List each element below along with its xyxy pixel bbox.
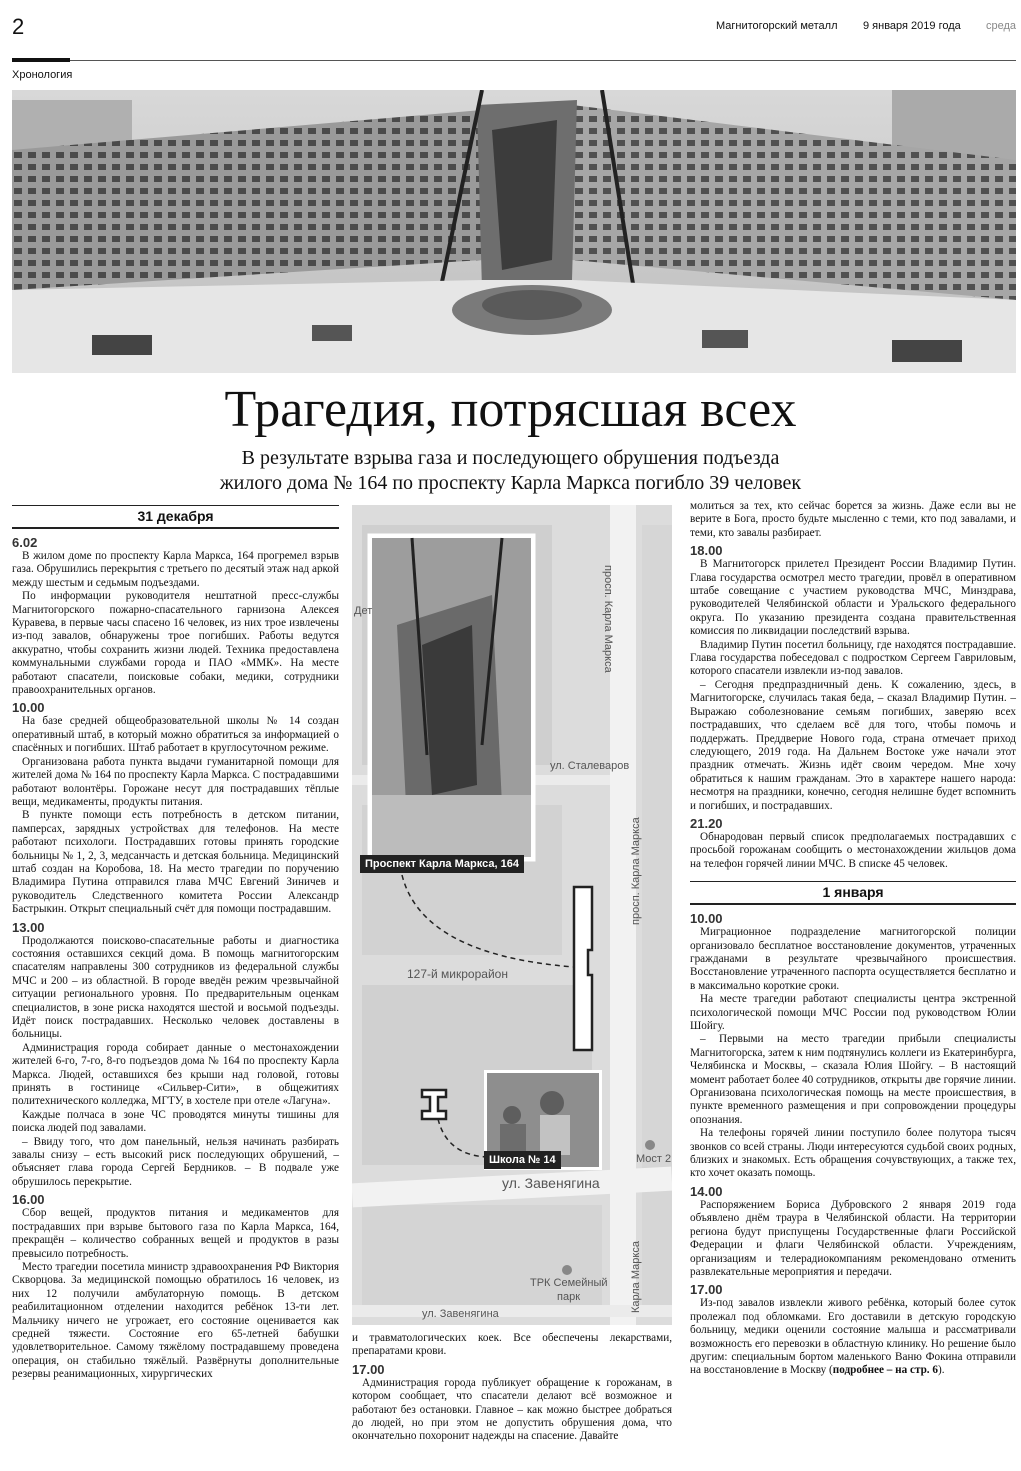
time-heading: 21.20 <box>690 815 723 831</box>
paragraph: Владимир Путин посетил больницу, где находятся пострадавшие. Глава государства побеседовал с подростком Сергеем Гавриловым, которого спасатели извлекли из-под завалов. <box>690 638 1016 678</box>
street-label: ул. Завенягина <box>422 1308 499 1320</box>
paragraph <box>690 1297 1016 1377</box>
hero-photo <box>12 90 1016 373</box>
paragraph: Каждые полчаса в зоне ЧС проводятся минуты тишины для поиска людей под завалами. <box>12 1108 339 1135</box>
paragraph: Миграционное подразделение магнитогорской полиции организовало бесплатное восстановление документов, утраченных гражданами в результате чрезвычайного происшествия. Восстановление утраченного паспорта осуществляется бесплатно и в максимально короткие сроки. <box>690 926 1016 992</box>
paragraph: молиться за тех, кто сейчас борется за жизнь. Даже если вы не верите в Бога, просто будьте мысленно с теми, кто под завалами, и теми, кто завалы разбирает. <box>690 500 1016 539</box>
time-heading: 17.00 <box>352 1361 385 1377</box>
subhead-line: В результате взрыва газа и последующего обрушения подъезда <box>241 447 780 469</box>
time-heading: 10.00 <box>12 700 45 716</box>
headline: Трагедия, потрясшая всех <box>224 381 797 438</box>
paragraph-text: Из-под завалов извлекли живого ребёнка, который более суток пролежал под обломками. Его доставили в детскую городскую больницу, медики оценили состояние малыша и рассматривали возможность его перевозки в областную клинику. Но решение было другим: специальным бортом маленького Ваню Фокина отправили на восстановление в Москву ( <box>690 1297 1016 1377</box>
paragraph: Продолжаются поисково-спасательные работы и диагностика состояния оставшихся секций дома. В помощь магнитогорским спасателям направлены 300 сотрудников из федеральной службы МЧС и 200 – из областной. В городе введён режим чрезвычайной ситуации регионального уровня. По предварительным оценкам специалистов, в зоне риска находятся шестой и восьмой подъезды. Идёт поиск пострадавших. Несколько человек доставлены в больницы. <box>12 934 339 1041</box>
time-heading: 10.00 <box>690 911 723 927</box>
street-label: Карла Маркса <box>630 1241 642 1313</box>
paragraph: Распоряжением Бориса Дубровского 2 января 2019 года объявлено днём траура в Челябинской области. На территории региона будут приспущены Государственные флаги Российской Федерации и флаги Челябинской области. Учреждениям, организациям и телерадиокомпаниям рекомендовано отменить развлекательные мероприятия и передачи. <box>690 1198 1016 1278</box>
paragraph: В Магнитогорск прилетел Президент России Владимир Путин. Глава государства осмотрел место трагедии, провёл в оперативном штабе совещание с участием руководства МЧС, Минздрава, руководителей Челябинской области и Уральского федерального округа. По указанию президента создана правительственная комиссия по ликвидации последствий взрыва. <box>690 558 1016 638</box>
weekday: среда <box>986 20 1017 32</box>
paragraph: и травматологических коек. Все обеспечены лекарствами, препаратами крови. <box>352 1332 672 1358</box>
header-rule-accent <box>12 58 70 62</box>
time-heading: 6.02 <box>12 535 38 550</box>
map-graphic <box>352 505 672 1325</box>
street-label: ул. Завенягина <box>502 1175 600 1191</box>
paragraph: Сбор вещей, продуктов питания и медикаментов для пострадавших при взрыве бытового газа по Карла Маркса, 164, прекращён – количество собранных вещей и продуктов в разы превысило потребность. <box>12 1207 339 1260</box>
street-label: Дет <box>354 605 373 617</box>
time-heading: 17.00 <box>690 1282 723 1298</box>
time-heading: 18.00 <box>690 543 723 559</box>
paragraph: Организована работа пункта выдачи гуманитарной помощи для жителей дома № 164 по проспекту Карла Маркса. С пострадавшими работают волонтёры. Горожане несут для пострадавших тёплые вещи, медикаменты, продукты питания. <box>12 755 339 808</box>
subheadline <box>0 446 1021 496</box>
paragraph-text: ). <box>938 1364 945 1377</box>
header-rule <box>12 60 1016 61</box>
paragraph: Администрация города публикует обращение к горожанам, в котором сообщает, что спасатели делают всё возможное и работают без остановки. Главное – как можно быстрее добраться до людей, но при этом не допустить обрушения дома, что окончательно похоронит надежды на спасение. Давайте <box>352 1376 672 1443</box>
poi-label: Мост 2 <box>636 1153 672 1165</box>
day-heading <box>12 505 339 529</box>
issue-date: 9 января 2019 года <box>863 20 961 32</box>
time-heading: 14.00 <box>690 1183 723 1199</box>
section-label: Хронология <box>12 69 73 81</box>
paragraph: На месте трагедии работают специалисты центра экстренной психологической помощи МЧС России под руководством Юлии Шойгу. <box>690 993 1016 1032</box>
paragraph: Администрация города собирает данные о местонахождении жителей 6-го, 7-го, 8-го подъездов дома № 164 по проспекту Карла Маркса. Людей, оставшихся без крыши над головой, готовы принять в гостинице «Сильвер-Сити», в общежитиях политехнического колледжа, МГТУ, в хостеле при отеле «Лагуна». <box>12 1041 339 1108</box>
building-label: Проспект Карла Маркса, 164 <box>360 855 524 873</box>
page-reference: подробнее – на стр. 6 <box>832 1364 938 1377</box>
school-label: Школа № 14 <box>484 1151 561 1169</box>
newspaper-name: Магнитогорский металл <box>716 20 838 32</box>
paragraph: В жилом доме по проспекту Карла Маркса, 164 прогремел взрыв газа. Обрушились перекрытия с третьего по десятый этаж над аркой между шестым и седьмым подъездами. <box>12 550 339 589</box>
page-header <box>0 0 1021 62</box>
paragraph: – Сегодня предпраздничный день. К сожалению, здесь, в Магнитогорске, случилась такая беда, – сказал Владимир Путин. – Выражаю соболезнование семьям погибших, заверяю всех пострадавших, что сделаем всё для того, чтобы помочь и поддержать. Преддверие Нового года, страна отмечает приход следующего, 2019 года. На Дальнем Востоке уже начали этот праздник отмечать. Жизнь идёт своим чередом. Мне хочу обратиться к нашим гражданам. Это в характере нашего народа: несмотря на праздники, конечно, сегодня нелишне будет вспомнить и погибших, и пострадавших. <box>690 678 1016 812</box>
paragraph: На телефоны горячей линии поступило более полутора тысяч звонков со всей страны. Люди интересуются судьбой своих родных, близких и знакомых. Есть обращения сочувствующих, а также тех, кто хочет оказать помощь. <box>690 1127 1016 1180</box>
paragraph: – Ввиду того, что дом панельный, нельзя начинать разбирать завалы снизу – есть высокий риск последующих обрушений, – объясняет глава города Сергей Бердников. – В подвале уже обрушилось перекрытие. <box>12 1135 339 1188</box>
collapsed-building-photo <box>12 90 1016 373</box>
paragraph: На базе средней общеобразовательной школы № 14 создан оперативный штаб, в который можно обратиться за информацией о спасённых и погибших. Штаб работает в круглосуточном режиме. <box>12 715 339 755</box>
time-heading: 13.00 <box>12 919 45 935</box>
middle-column <box>352 1332 672 1444</box>
day-heading <box>690 881 1016 905</box>
poi-label: ТРК Семейный <box>530 1277 608 1289</box>
time-heading: 16.00 <box>12 1192 45 1208</box>
district-label: 127-й микрорайон <box>407 967 508 981</box>
left-column <box>12 505 339 1382</box>
location-map <box>352 505 672 1325</box>
paragraph: Обнародован первый список предполагаемых пострадавших с просьбой горожанам сообщить о местонахождении жильцов дома на телефон горячей линии МЧС. В списке 45 человек. <box>690 830 1016 870</box>
paragraph: Место трагедии посетила министр здравоохранения РФ Виктория Скворцова. За медицинской помощью обратилось 16 человек, из них 12 получили амбулаторную помощь. В детском реабилитационном отделении находится ребёнок 13-ти лет. Мальчику ничего не угрожает, его состояние оценивается как средней тяжести. Состояние его 65-летней бабушки удовлетворительное. Самому тяжёлому пострадавшему проведена операция, он стабильно тяжёлый. Развёрнуты дополнительные резервы реанимационных, хирургических <box>12 1260 339 1381</box>
day-heading-text: 1 января <box>822 884 884 901</box>
street-label: просп. Карла Маркса <box>630 817 642 925</box>
subhead-line: жилого дома № 164 по проспекту Карла Маркса погибло 39 человек <box>219 472 802 494</box>
paragraph: По информации руководителя нештатной пресс-службы Магнитогорского пожарно-спасательного гарнизона Алексея Куравева, в первые часы спасено 16 человек, из них трое извлечены из-под завалов, обнаружены трое погибших. Работы ведутся аккуратно, чтобы сохранить жизни людей. Техника предоставлена коммунальными службами города и ПАО «ММК». На месте работают спасатели, поисковые собаки, медики, сотрудники правоохранительных органов. <box>12 590 339 697</box>
paragraph: – Первыми на место трагедии прибыли специалисты Магнитогорска, затем к ним подтянулись коллеги из Екатеринбурга, Челябинска и Москвы, – сказала Юлия Шойгу. – В настоящий момент работает более 40 сотрудников, открыты две горячие линии. Организована психологическая помощь на месте происшествия, в пункте временного размещения и при сопровождении процедуры опознания. <box>690 1033 1016 1126</box>
day-heading-text: 31 декабря <box>137 508 214 524</box>
street-label: ул. Сталеваров <box>550 760 630 772</box>
street-label: просп. Карла Маркса <box>602 565 614 673</box>
paragraph: В пункте помощи есть потребность в детском питании, памперсах, зарядных устройствах для телефонов. На месте работают психологи. Пострадавших готовы принять городские больницы № 1, 2, 3, медсанчасть и детская больница. Медицинский штаб создан на Коробова, 18. На место трагедии по поручению Владимира Путина отправился глава МЧС Евгений Зиничев и руководитель Следственного комитета России Александр Бастрыкин. Открыт специальный счёт для помощи пострадавшим. <box>12 809 339 916</box>
page-number: 2 <box>12 14 25 39</box>
right-column <box>690 500 1016 1378</box>
poi-label: парк <box>557 1291 581 1303</box>
